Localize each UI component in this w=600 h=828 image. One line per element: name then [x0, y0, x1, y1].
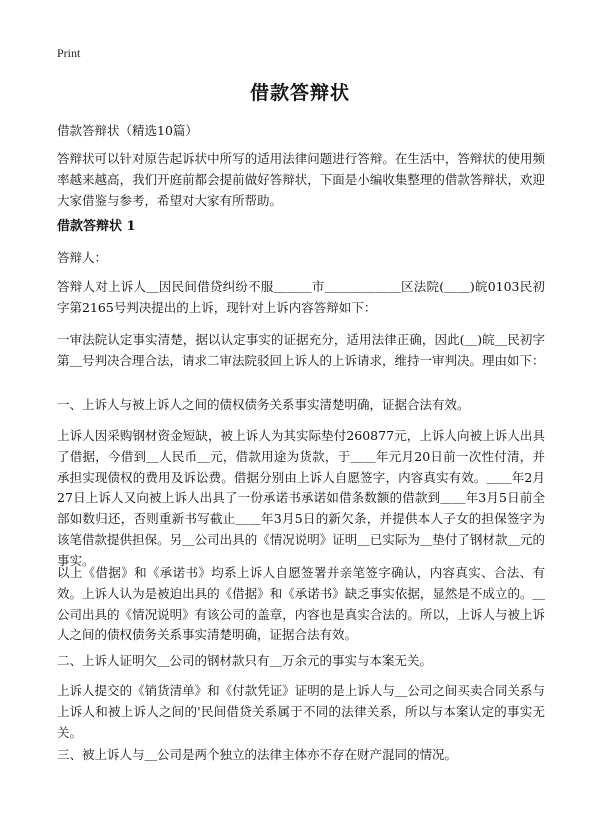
print-link[interactable]: Print — [57, 46, 81, 60]
paragraph-1: 答辩人对上诉人＿因民间借贷纠纷不服＿＿＿市＿＿＿＿＿＿区法院(＿＿)皖0103民初字第2165号判决提出的上诉，现针对上诉内容答辩如下： — [57, 279, 545, 315]
document-subtitle: 借款答辩状（精选10篇） — [57, 123, 198, 138]
section-heading: 借款答辩状 1 — [57, 219, 136, 234]
paragraph-2: 一审法院认定事实清楚，据以认定事实的证据充分，适用法律正确，因此(＿)皖＿民初字第＿号判决合理合法，请求二审法院驳回上诉人的上诉请求，维持一审判决。理由如下： — [57, 332, 545, 368]
paragraph-6: 二、上诉人证明欠＿公司的钢材款只有＿万余元的事实与本案无关。 — [57, 653, 433, 668]
document-title: 借款答辩状 — [249, 82, 350, 104]
respondent-label: 答辩人： — [57, 250, 108, 265]
paragraph-8: 三、被上诉人与＿公司是两个独立的法律主体亦不存在财产混同的情况。 — [57, 747, 458, 762]
paragraph-5: 以上《借据》和《承诺书》均系上诉人自愿签署并亲笔签字确认，内容真实、合法、有效。上诉人认为是被迫出具的《借据》和《承诺书》缺乏事实依据，显然是不成立的。＿公司出具的《情况说明》有该公司的盖章，内容也是真实合法的。所以，上诉人与被上诉人之间的债权债务关系事实清楚明确，证据合法有效。 — [57, 565, 545, 643]
paragraph-3: 一、上诉人与被上诉人之间的债权债务关系事实清楚明确，证据合法有效。 — [57, 397, 470, 412]
paragraph-7: 上诉人提交的《销货清单》和《付款凭证》证明的是上诉人与＿公司之间买卖合同关系与上诉人和被上诉人之间的'民间借贷关系属于不同的法律关系，所以与本案认定的事实无关。 — [57, 683, 545, 740]
paragraph-4: 上诉人因采购钢材资金短缺，被上诉人为其实际垫付260877元，上诉人向被上诉人出具了借据，今借到＿人民币＿元，借款用途为货款，于＿＿年元月20日前一次性付清，并承担实现债权的费用及诉讼费。借据分别由上诉人自愿签字，内容真实有效。＿＿年2月27日上诉人又向被上诉人出具了一份承诺书承诺如借条数额的借款到＿＿年3月5日前全部如数归还，否则重新书写截止＿＿年3月5日的新欠条，并提供本人子女的担保签字为该笔借款提供担保。另＿公司出具的《情况说明》证明＿已实际为＿垫付了钢材款＿元的事实。 — [57, 428, 545, 568]
intro-paragraph: 答辩状可以针对原告起诉状中所写的适用法律问题进行答辩。在生活中，答辩状的使用频率越来越高，我们开庭前都会提前做好答辩状，下面是小编收集整理的借款答辩状，欢迎大家借鉴与参考，希望对大家有所帮助。 — [57, 151, 545, 208]
